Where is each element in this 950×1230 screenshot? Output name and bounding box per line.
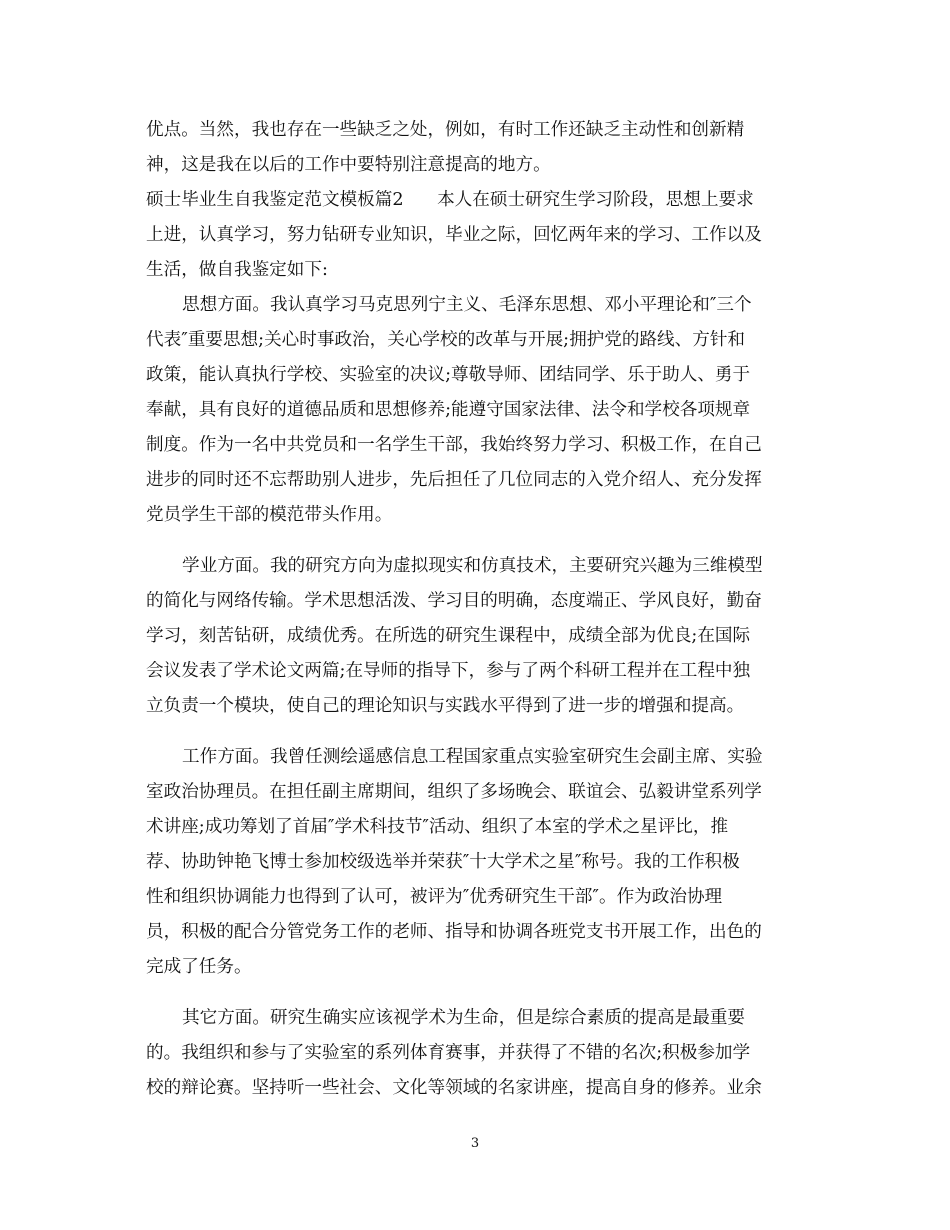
- page-number: 3: [470, 1136, 480, 1151]
- text-line: 党员学生干部的模范带头作用。: [146, 505, 393, 525]
- text-line: 神，这是我在以后的工作中要特别注意提高的地方。: [146, 155, 551, 175]
- section-heading-line: 硕士毕业生自我鉴定范文模板篇2 本人在硕士研究生学习阶段，思想上要求: [146, 190, 754, 210]
- text-line: 进步的同时还不忘帮助别人进步，先后担任了几位同志的入党介绍人、充分发挥: [146, 470, 762, 490]
- text-line: 校的辩论赛。坚持听一些社会、文化等领域的名家讲座，提高自身的修养。业余: [146, 1078, 762, 1098]
- text-line: 立负责一个模块，使自己的理论知识与实践水平得到了进一步的增强和提高。: [146, 696, 745, 716]
- text-line: 制度。作为一名中共党员和一名学生干部，我始终努力学习、积极工作，在自己: [146, 435, 762, 455]
- text-line: 完成了任务。: [146, 957, 252, 977]
- paragraph-first-line: 学业方面。我的研究方向为虚拟现实和仿真技术，主要研究兴趣为三维模型: [182, 556, 763, 576]
- text-line: 术讲座;成功筹划了首届″学术科技节″活动、组织了本室的学术之星评比，推: [146, 817, 729, 837]
- text-line: 上进，认真学习，努力钻研专业知识，毕业之际，回忆两年来的学习、工作以及: [146, 225, 762, 245]
- text-line: 的。我组织和参与了实验室的系列体育赛事，并获得了不错的名次;积极参加学: [146, 1043, 751, 1063]
- text-line: 员，积极的配合分管党务工作的老师、指导和协调各班党支书开展工作，出色的: [146, 922, 762, 942]
- text-line: 的简化与网络传输。学术思想活泼、学习目的明确，态度端正、学风良好，勤奋: [146, 591, 762, 611]
- text-line: 会议发表了学术论文两篇;在导师的指导下，参与了两个科研工程并在工程中独: [146, 661, 751, 681]
- paragraph-first-line: 工作方面。我曾任测绘遥感信息工程国家重点实验室研究生会副主席、实验: [182, 747, 763, 767]
- paragraph-first-line: 其它方面。研究生确实应该视学术为生命，但是综合素质的提高是最重要: [182, 1008, 746, 1028]
- text-line: 政策，能认真执行学校、实验室的决议;尊敬导师、团结同学、乐于助人、勇于: [146, 365, 751, 385]
- text-line: 性和组织协调能力也得到了认可，被评为″优秀研究生干部″。作为政治协理: [146, 887, 723, 907]
- text-line: 奉献，具有良好的道德品质和思想修养;能遵守国家法律、法令和学校各项规章: [146, 400, 751, 420]
- text-line: 优点。当然，我也存在一些缺乏之处，例如，有时工作还缺乏主动性和创新精: [146, 120, 745, 140]
- text-line: 荐、协助钟艳飞博士参加校级选举并荣获″十大学术之星″称号。我的工作积极: [146, 852, 740, 872]
- paragraph-first-line: 思想方面。我认真学习马克思列宁主义、毛泽东思想、邓小平理论和″三个: [182, 295, 752, 315]
- text-line: 代表″重要思想;关心时事政治，关心学校的改革与开展;拥护党的路线、方针和: [146, 330, 746, 350]
- text-line: 生活，做自我鉴定如下:: [146, 260, 328, 280]
- text-line: 室政治协理员。在担任副主席期间，组织了多场晚会、联谊会、弘毅讲堂系列学: [146, 782, 762, 802]
- text-line: 学习，刻苦钻研，成绩优秀。在所选的研究生课程中，成绩全部为优良;在国际: [146, 626, 751, 646]
